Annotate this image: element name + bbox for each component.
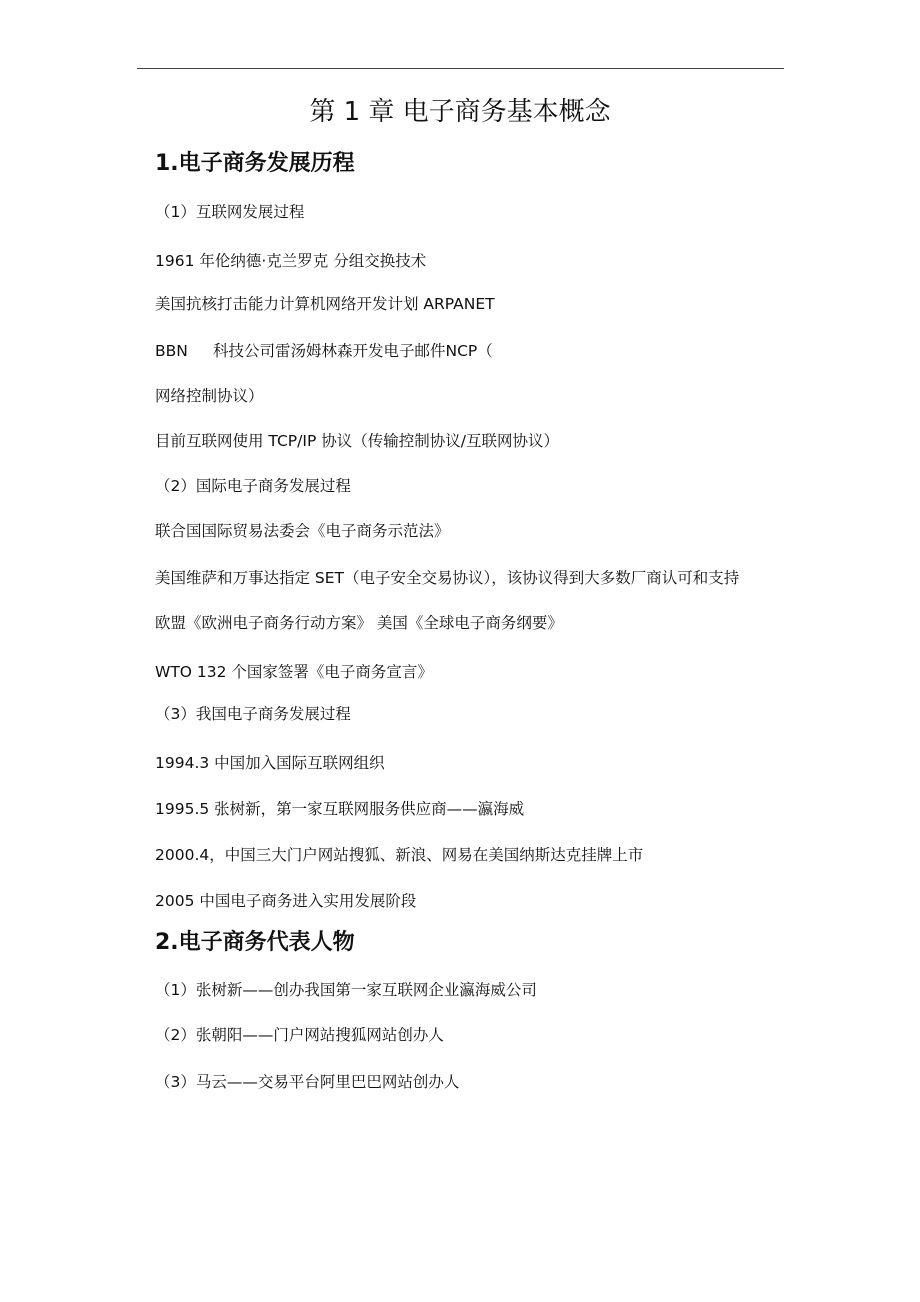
line-1961: 1961 年伦纳德·克兰罗克 分组交换技术	[155, 252, 427, 270]
subheading-china: （3）我国电子商务发展过程	[155, 705, 351, 723]
line-bbn	[155, 339, 493, 363]
line-1995: 1995.5 张树新，第一家互联网服务供应商——瀛海威	[155, 800, 525, 818]
list-item-zhang-shuxin: （1）张树新——创办我国第一家互联网企业瀛海威公司	[155, 981, 537, 999]
line-arpanet: 美国抗核打击能力计算机网络开发计划 ARPANET	[155, 295, 495, 313]
line-tcpip: 目前互联网使用 TCP/IP 协议（传输控制协议/互联网协议）	[155, 432, 559, 450]
section-heading-figures: 2.电子商务代表人物	[155, 930, 355, 955]
section-heading-history: 1.电子商务发展历程	[155, 151, 355, 176]
bbn-label: BBN	[155, 342, 188, 360]
header-rule	[137, 68, 784, 69]
line-set-protocol: 美国维萨和万事达指定 SET（电子安全交易协议），该协议得到大多数厂商认可和支持	[155, 569, 740, 587]
bbn-text: 科技公司雷汤姆林森开发电子邮件NCP（	[213, 342, 493, 360]
chapter-title: 第 1 章 电子商务基本概念	[309, 97, 611, 127]
line-eu-us: 欧盟《欧洲电子商务行动方案》 美国《全球电子商务纲要》	[155, 614, 563, 632]
line-2005: 2005 中国电子商务进入实用发展阶段	[155, 892, 417, 910]
line-1994: 1994.3 中国加入国际互联网组织	[155, 754, 385, 772]
line-un-model-law: 联合国国际贸易法委会《电子商务示范法》	[155, 522, 450, 540]
line-ncp-cont: 网络控制协议）	[155, 387, 264, 405]
list-item-ma-yun: （3）马云——交易平台阿里巴巴网站创办人	[155, 1073, 460, 1091]
subheading-internet: （1）互联网发展过程	[155, 203, 305, 221]
list-item-zhang-chaoyang: （2）张朝阳——门户网站搜狐网站创办人	[155, 1026, 444, 1044]
line-wto: WTO 132 个国家签署《电子商务宣言》	[155, 663, 433, 681]
subheading-international: （2）国际电子商务发展过程	[155, 477, 351, 495]
line-2000: 2000.4，中国三大门户网站搜狐、新浪、网易在美国纳斯达克挂牌上市	[155, 846, 644, 864]
